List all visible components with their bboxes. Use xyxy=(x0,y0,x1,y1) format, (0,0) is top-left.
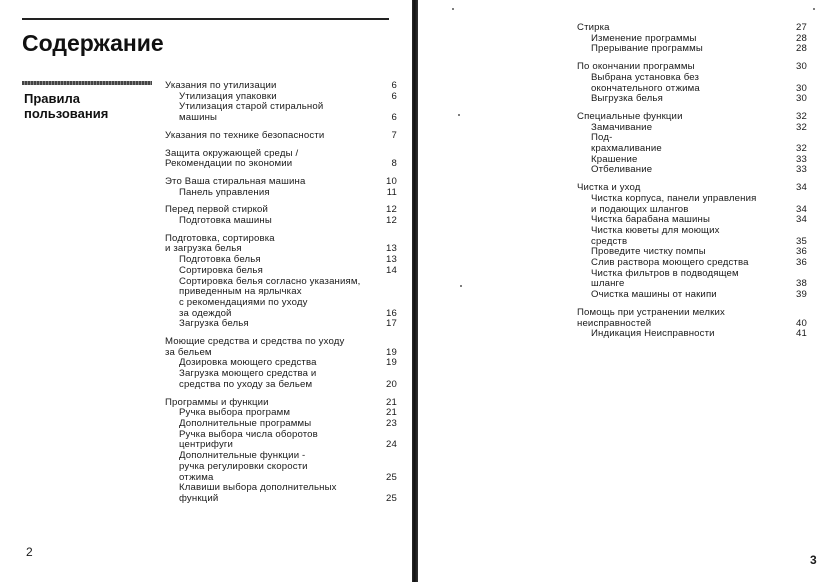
toc-entry-page: 19 xyxy=(386,357,397,369)
toc-entry-page: 6 xyxy=(391,80,397,91)
toc-entry-title: Загрузка белья xyxy=(179,318,249,330)
toc-entry-page: 36 xyxy=(796,257,807,269)
toc-entry-page: 11 xyxy=(386,186,397,198)
toc-entry-title: Слив раствора моющего средства xyxy=(591,257,749,269)
toc-entry-page: 32 xyxy=(796,143,807,155)
toc-entry-page: 6 xyxy=(391,90,397,102)
toc-entry-page: 30 xyxy=(796,82,807,94)
toc-entry-page: 35 xyxy=(796,235,807,247)
scan-speck xyxy=(452,8,454,10)
toc-entry-title: Специальные функции xyxy=(577,110,683,122)
toc-entry-page: 16 xyxy=(386,307,397,319)
toc-entry-title: Чистка фильтров в подводящем шланге xyxy=(591,267,739,290)
toc-entry-title: Чистка и уход xyxy=(577,182,641,194)
toc-entry-page: 34 xyxy=(796,203,807,215)
toc-entry xyxy=(165,277,397,320)
section-title: Правила пользования xyxy=(24,91,109,121)
toc-entry-page: 34 xyxy=(796,214,807,226)
toc-entry xyxy=(165,102,397,123)
toc-entry-page: 30 xyxy=(796,93,807,105)
toc-entry-title: Это Ваша стиральная машина xyxy=(165,175,306,187)
top-rule xyxy=(22,18,389,20)
toc-entry-page: 21 xyxy=(386,396,397,408)
toc-entry-title: Прерывание программы xyxy=(591,43,703,55)
toc-entry xyxy=(165,216,397,227)
toc-group xyxy=(165,205,397,226)
toc-entry-page: 41 xyxy=(796,328,807,340)
toc-entry-title: Помощь при устранении мелких неисправностей xyxy=(577,306,725,329)
toc-group xyxy=(165,177,397,198)
left-page xyxy=(0,0,412,582)
toc-entry-title: Замачивание xyxy=(591,121,653,133)
toc-entry-page: 40 xyxy=(796,317,807,329)
toc-entry xyxy=(577,194,807,215)
toc-entry-page: 25 xyxy=(386,471,397,483)
page-number-right: 3 xyxy=(810,553,817,567)
toc-entry xyxy=(577,329,807,340)
toc-entry-page: 33 xyxy=(796,153,807,165)
toc-entry-title: Дополнительные программы xyxy=(179,417,312,429)
toc-entry xyxy=(165,319,397,330)
toc-group xyxy=(577,23,807,55)
toc-entry xyxy=(165,451,397,483)
toc-entry xyxy=(165,234,397,255)
page-number-left: 2 xyxy=(26,545,33,559)
toc-entry-title: Под- крахмаливание xyxy=(591,132,662,155)
toc-entry-title: Подготовка, сортировка и загрузка белья xyxy=(165,232,275,255)
toc-group xyxy=(577,183,807,301)
toc-entry-page: 19 xyxy=(386,346,397,358)
toc-entry-title: Крашение xyxy=(591,153,638,165)
toc-entry-title: Утилизация старой стиральной машины xyxy=(179,101,324,124)
toc-entry-title: Перед первой стиркой xyxy=(165,204,269,216)
toc-entry-title: Ручка выбора числа оборотов центрифуги xyxy=(179,428,318,451)
toc-group xyxy=(165,234,397,330)
toc-entry-page: 12 xyxy=(386,204,397,216)
toc-entry-title: Очистка машины от накипи xyxy=(591,289,717,301)
toc-entry-page: 12 xyxy=(386,215,397,227)
toc-entry xyxy=(577,73,807,94)
section-bar xyxy=(22,81,152,85)
toc-entry-page: 39 xyxy=(796,289,807,301)
toc-entry xyxy=(165,369,397,390)
toc-group xyxy=(165,149,397,170)
toc-entry-page: 24 xyxy=(386,439,397,451)
toc-entry xyxy=(165,149,397,170)
toc-entry xyxy=(165,337,397,358)
toc-entry-title: Проведите чистку помпы xyxy=(591,246,706,258)
toc-entry-page: 17 xyxy=(386,318,397,330)
toc-group xyxy=(165,81,397,124)
toc-entry-title: Утилизация упаковки xyxy=(179,90,277,102)
toc-entry-title: Ручка выбора программ xyxy=(179,407,291,419)
toc-entry-title: Сортировка белья согласно указаниям, приведенным на ярлычках с рекомендациями по уходу за одеждой xyxy=(179,275,361,319)
toc-entry-title: Подготовка белья xyxy=(179,254,261,266)
toc-group xyxy=(165,337,397,391)
toc-entry-page: 25 xyxy=(386,492,397,504)
toc-entry-page: 23 xyxy=(386,417,397,429)
toc-entry-title: Чистка корпуса, панели управления и подающих шлангов xyxy=(591,192,757,215)
toc-entry xyxy=(165,188,397,199)
toc-entry-title: Подготовка машины xyxy=(179,215,272,227)
toc-entry-page: 8 xyxy=(391,158,397,170)
toc-entry-title: Стирка xyxy=(577,22,610,33)
toc-entry-title: Индикация Неисправности xyxy=(591,328,715,340)
toc-entry xyxy=(577,226,807,247)
toc-entry xyxy=(577,133,807,154)
scan-speck xyxy=(460,285,462,287)
toc-entry-title: Отбеливание xyxy=(591,164,653,176)
toc-entry-page: 36 xyxy=(796,246,807,258)
toc-entry-page: 13 xyxy=(386,254,397,266)
toc-entry-page: 28 xyxy=(796,32,807,44)
toc-entry xyxy=(165,483,397,504)
toc-entry-page: 38 xyxy=(796,278,807,290)
toc-entry-title: Дополнительные функции - ручка регулировки скорости отжима xyxy=(179,450,308,483)
toc-entry-title: Указания по утилизации xyxy=(165,80,277,91)
toc-entry xyxy=(165,430,397,451)
toc-entry xyxy=(577,44,807,55)
toc-group xyxy=(165,131,397,142)
toc-entry xyxy=(577,165,807,176)
toc-entry-page: 28 xyxy=(796,43,807,55)
page-title: Содержание xyxy=(22,30,164,56)
toc-entry-title: Чистка барабана машины xyxy=(591,214,711,226)
toc-entry-title: Панель управления xyxy=(179,186,270,198)
toc-group xyxy=(577,62,807,105)
toc-entry xyxy=(577,269,807,290)
toc-entry-title: Защита окружающей среды / Рекомендации по экономии xyxy=(165,147,299,170)
toc-entry-page: 27 xyxy=(796,22,807,33)
toc-entry xyxy=(165,266,397,277)
toc-group xyxy=(165,398,397,505)
toc-entry-page: 21 xyxy=(386,407,397,419)
toc-entry-title: Изменение программы xyxy=(591,32,697,44)
toc-entry-page: 32 xyxy=(796,110,807,122)
toc-entry-page: 7 xyxy=(391,129,397,141)
scan-speck xyxy=(813,8,815,10)
toc-entry-title: По окончании программы xyxy=(577,61,695,73)
right-page xyxy=(418,0,838,582)
toc-entry-page: 20 xyxy=(386,378,397,390)
toc-entry-title: Сортировка белья xyxy=(179,264,263,276)
toc-entry xyxy=(165,131,397,142)
toc-entry-page: 10 xyxy=(386,175,397,187)
toc-left xyxy=(165,81,397,512)
toc-entry xyxy=(577,94,807,105)
toc-entry-page: 13 xyxy=(386,243,397,255)
toc-entry-title: Загрузка моющего средства и средства по уходу за бельем xyxy=(179,368,317,390)
toc-entry-page: 30 xyxy=(796,61,807,73)
toc-entry-page: 32 xyxy=(796,121,807,133)
toc-entry-title: Программы и функции xyxy=(165,396,269,408)
toc-entry xyxy=(577,308,807,329)
toc-entry-title: Моющие средства и средства по уходу за бельем xyxy=(165,336,345,358)
toc-entry-page: 34 xyxy=(796,182,807,194)
toc-entry-title: Указания по технике безопасности xyxy=(165,129,325,141)
toc-right xyxy=(577,23,807,347)
toc-entry-page: 14 xyxy=(386,264,397,276)
toc-entry-title: Чистка кюветы для моющих средств xyxy=(591,224,720,247)
toc-group xyxy=(577,112,807,176)
toc-entry-title: Клавиши выбора дополнительных функций xyxy=(179,482,337,504)
toc-entry-title: Выбрана установка без окончательного отжима xyxy=(591,71,700,94)
toc-entry xyxy=(577,290,807,301)
toc-entry-page: 33 xyxy=(796,164,807,176)
scan-speck xyxy=(458,114,460,116)
toc-entry-title: Дозировка моющего средства xyxy=(179,357,317,369)
toc-entry-title: Выгрузка белья xyxy=(591,93,663,105)
toc-entry-page: 6 xyxy=(391,112,397,124)
toc-group xyxy=(577,308,807,340)
